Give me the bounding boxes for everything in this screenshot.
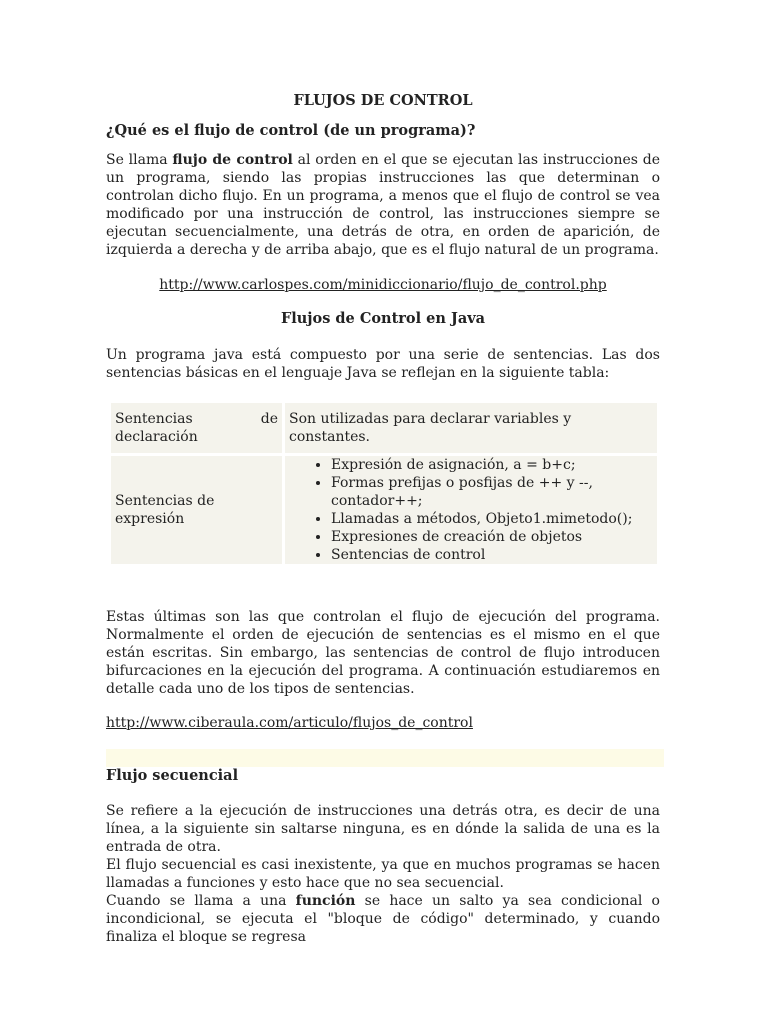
table-cell-label: Sentencias de expresión: [111, 456, 282, 564]
sequential-text-1: Se refiere a la ejecución de instrucciones una detrás otra, es decir de una línea, a la siguiente sin saltarse ninguna, es en dónde la salida de una es la entrada de otra.: [106, 803, 660, 855]
list-item: • Expresión de asignación, a = b+c;: [331, 456, 653, 474]
function-text-after: se hace un salto ya sea condicional o incondicional, se ejecuta el "bloque de código" determinado, y cuando finaliza el bloque se regresa: [106, 893, 660, 945]
table-cell-label: [111, 403, 282, 453]
intro-text-after: al orden en el que se ejecutan las instrucciones de un programa, siendo las propias instrucciones las que determinan o controlan dicho flujo. En un programa, a menos que el flujo de control se vea modificado por una instrucción de control, las instrucciones siempre se ejecutan secuencialmente, una detrás de otra, en orden de aparición, de izquierda a derecha y de arriba abajo, que es el flujo natural de un programa.: [106, 152, 660, 258]
expression-list: [289, 456, 653, 564]
declaration-label-c: declaración: [115, 429, 198, 445]
intro-bold-term: flujo de control: [172, 152, 293, 168]
table-cell-description: Son utilizadas para declarar variables y constantes.: [285, 403, 657, 453]
function-paragraph: [106, 892, 660, 946]
table-row: [111, 456, 657, 564]
declaration-label-line: [115, 410, 278, 428]
link-ciberaula[interactable]: http://www.ciberaula.com/articulo/flujos_de_control: [106, 715, 473, 731]
list-item: • Llamadas a métodos, Objeto1.mimetodo();: [331, 510, 653, 528]
function-bold-term: función: [295, 893, 356, 909]
section-heading: Flujo secuencial: [106, 767, 239, 784]
function-text-before: Cuando se llama a una: [106, 893, 296, 909]
question-heading: ¿Qué es el flujo de control (de un programa)?: [106, 122, 476, 139]
sequential-paragraph: [106, 802, 660, 892]
link-carlospes-container: [106, 276, 660, 294]
declaration-label-b: de: [260, 411, 278, 427]
declaration-label-a: Sentencias: [115, 411, 193, 427]
list-item: • Sentencias de control: [331, 546, 653, 564]
table-cell-list: [285, 456, 657, 564]
list-item: • Expresiones de creación de objetos: [331, 528, 653, 546]
sentences-table: [108, 400, 660, 567]
link-ciberaula-container: [106, 714, 660, 732]
page-title: FLUJOS DE CONTROL: [293, 92, 473, 109]
intro-text-before: Se llama: [106, 152, 173, 168]
link-carlospes[interactable]: http://www.carlospes.com/minidiccionario/flujo_de_control.php: [159, 277, 607, 293]
table-row: [111, 403, 657, 453]
after-table-paragraph: Estas últimas son las que controlan el flujo de ejecución del programa. Normalmente el orden de ejecución de sentencias es el mismo en el que están escritas. Sin embargo, las sentencias de control de flujo introducen bifurcaciones en la ejecución del programa. A continuación estudiaremos en detalle cada uno de los tipos de sentencias.: [106, 609, 660, 697]
list-item: • Formas prefijas o posfijas de ++ y --, contador++;: [331, 474, 653, 510]
java-subtitle: Flujos de Control en Java: [280, 310, 486, 327]
intro-paragraph: [106, 151, 660, 259]
highlight-band: [106, 749, 664, 767]
java-intro-paragraph: Un programa java está compuesto por una serie de sentencias. Las dos sentencias básicas en el lenguaje Java se reflejan en la siguiente tabla:: [106, 347, 660, 381]
sequential-text-2: El flujo secuencial es casi inexistente, ya que en muchos programas se hacen llamadas a funciones y esto hace que no sea secuencial.: [106, 857, 660, 891]
